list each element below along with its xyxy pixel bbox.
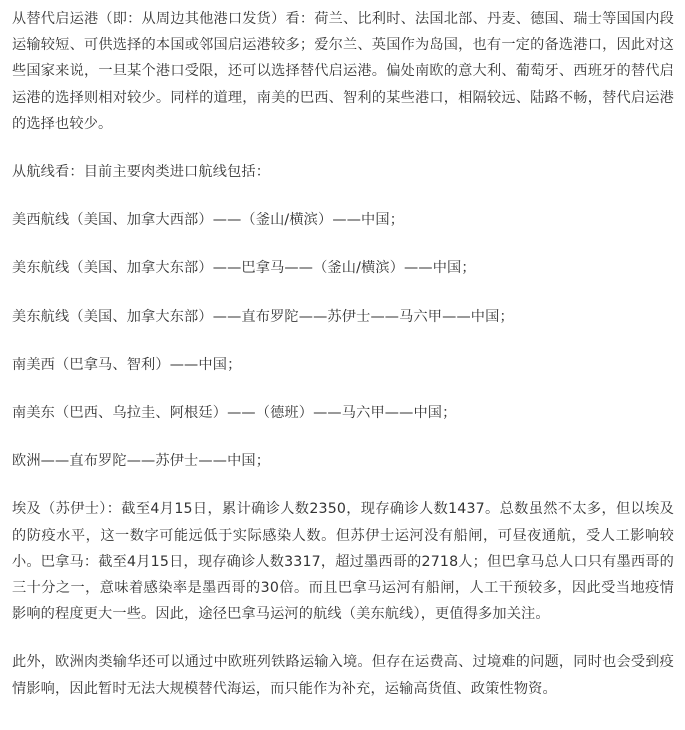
route-item-us-east-panama: 美东航线（美国、加拿大东部）——巴拿马——（釜山/横滨）——中国；	[12, 260, 476, 277]
route-item-south-america-west: 南美西（巴拿马、智利）——中国；	[12, 356, 242, 373]
route-item-south-america-east: 南美东（巴西、乌拉圭、阿根廷）——（德班）——马六甲——中国；	[12, 405, 457, 422]
paragraph-rail-supplement: 此外，欧洲肉类输华还可以通过中欧班列铁路运输入境。但存在运费高、过境难的问题，同时也会受到疫情影响，因此暂时无法大规模替代海运，而只能作为补充，运输高货值、政策性物资。	[12, 654, 674, 697]
article-body	[12, 6, 674, 702]
route-item-europe: 欧洲——直布罗陀——苏伊士——中国；	[12, 453, 271, 470]
route-list	[12, 207, 674, 474]
paragraph-alternate-ports: 从替代启运港（即：从周边其他港口发货）看：荷兰、比利时、法国北部、丹麦、德国、瑞士等国国内段运输较短、可供选择的本国或邻国启运港较多；爱尔兰、英国作为岛国，也有一定的备选港口，因此对这些国家来说，一旦某个港口受限，还可以选择替代启运港。偏处南欧的意大利、葡萄牙、西班牙的替代启运港的选择则相对较少。同样的道理，南美的巴西、智利的某些港口，相隔较远、陆路不畅，替代启运港的选择也较少。	[12, 11, 674, 132]
route-item-us-east-suez: 美东航线（美国、加拿大东部）——直布罗陀——苏伊士——马六甲——中国；	[12, 308, 514, 325]
route-item-us-west: 美西航线（美国、加拿大西部）——（釜山/横滨）——中国；	[12, 212, 405, 229]
paragraph-egypt-panama: 埃及（苏伊士）：截至4月15日，累计确诊人数2350，现存确诊人数1437。总数虽然不太多，但以埃及的防疫水平，这一数字可能远低于实际感染人数。但苏伊士运河没有船闸，可昼夜通航，受人工影响较小。巴拿马：截至4月15日，现存确诊人数3317，超过墨西哥的2718人；但巴拿马总人口只有墨西哥的三十分之一，意味着感染率是墨西哥的30倍。而且巴拿马运河有船闸，人工干预较多，因此受当地疫情影响的程度更大一些。因此，途径巴拿马运河的航线（美东航线），更值得多加关注。	[12, 501, 674, 623]
paragraph-routes-intro: 从航线看：目前主要肉类进口航线包括：	[12, 164, 271, 181]
